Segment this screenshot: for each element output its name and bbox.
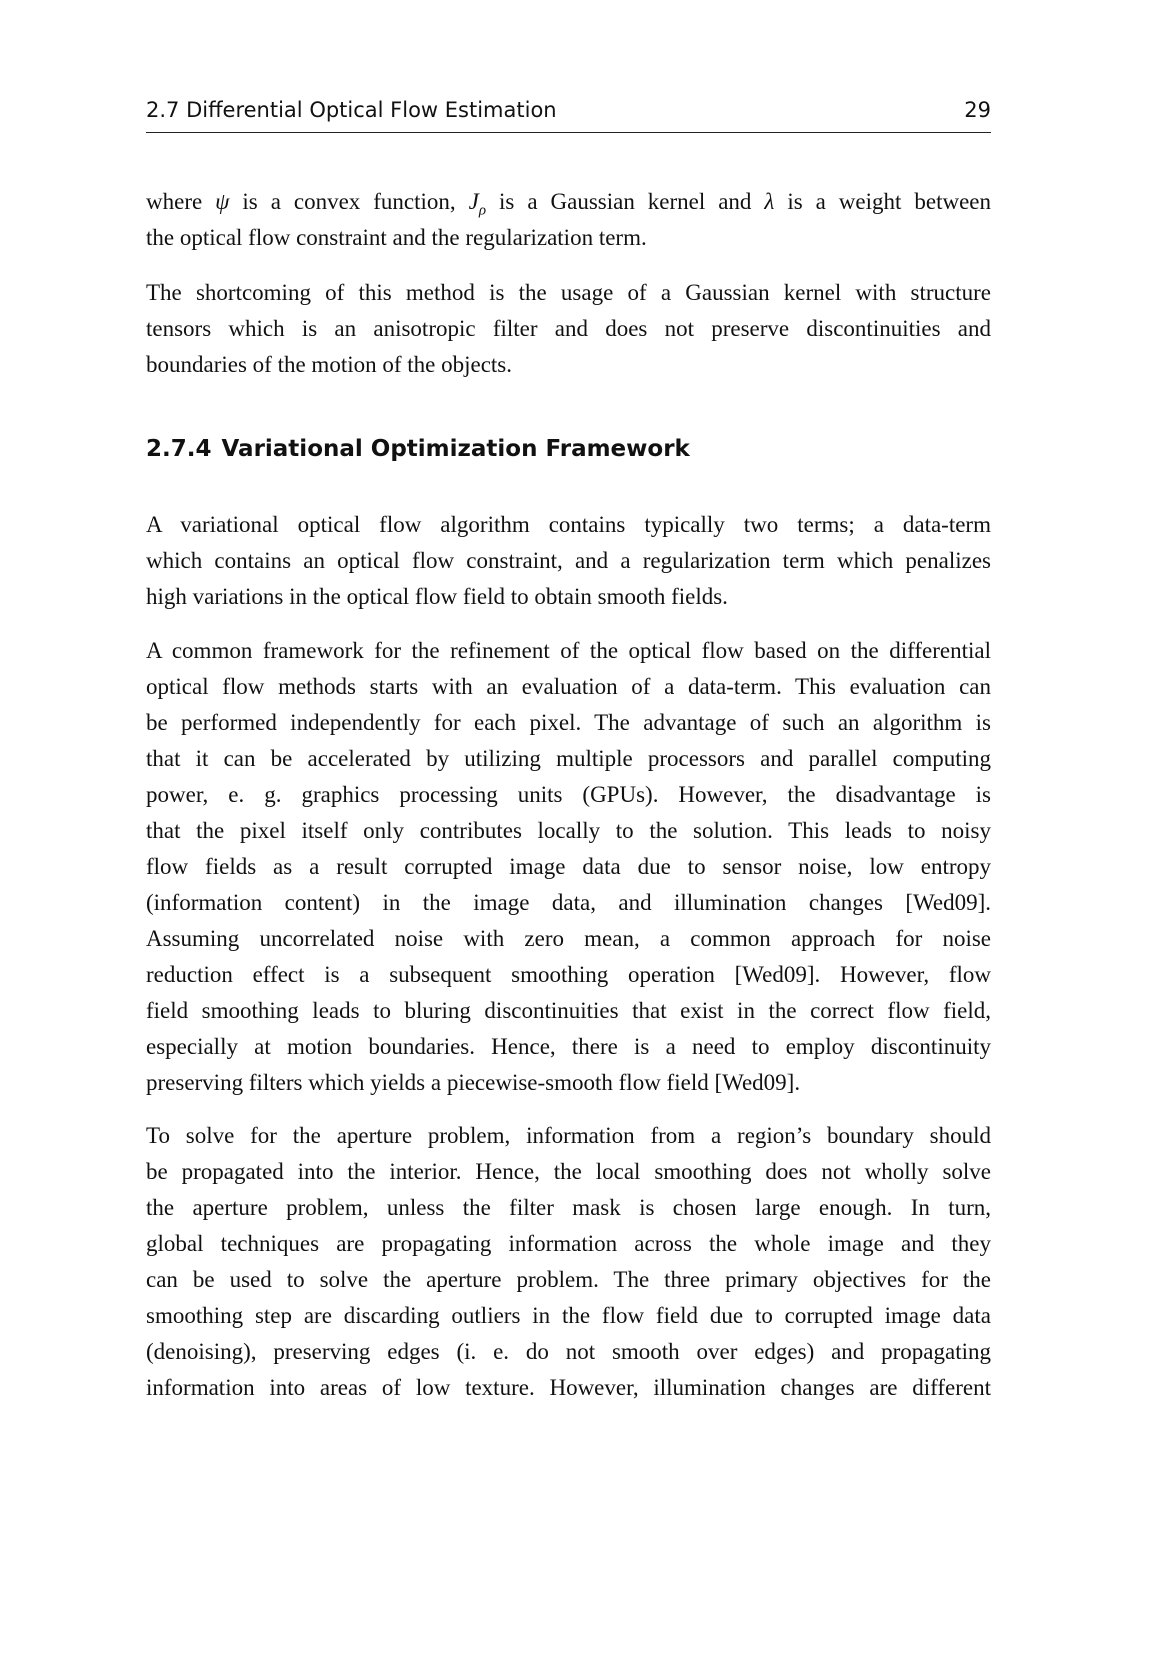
text-line: Assuming uncorrelated noise with zero mean, a common approach for noise	[146, 926, 991, 951]
text-line: especially at motion boundaries. Hence, there is a need to employ discontinuity	[146, 1034, 991, 1059]
text-line: boundaries of the motion of the objects.	[146, 352, 513, 377]
text-line: A common framework for the refinement of the optical flow based on the differential	[146, 638, 991, 663]
text-line: (denoising), preserving edges (i. e. do not smooth over edges) and propagating	[146, 1339, 991, 1364]
psi-symbol: ψ	[215, 189, 230, 214]
header-title: 2.7 Differential Optical Flow Estimation	[146, 98, 557, 122]
paragraph-4	[146, 633, 991, 1101]
text-line: smoothing step are discarding outliers in the flow field due to corrupted image data	[146, 1303, 991, 1328]
paragraph-5	[146, 1118, 991, 1406]
text-line: which contains an optical flow constraint, and a regularization term which penalizes	[146, 548, 991, 573]
text-line: that the pixel itself only contributes locally to the solution. This leads to noisy	[146, 818, 991, 843]
paragraph-3	[146, 507, 991, 615]
text-line: (information content) in the image data, and illumination changes [Wed09].	[146, 890, 991, 915]
section-heading: 2.7.4 Variational Optimization Framework	[146, 436, 690, 462]
text-line: the aperture problem, unless the filter mask is chosen large enough. In turn,	[146, 1195, 991, 1220]
text-line: the optical flow constraint and the regularization term.	[146, 225, 647, 250]
text-line: field smoothing leads to bluring discontinuities that exist in the correct flow field,	[146, 998, 991, 1023]
text-line: that it can be accelerated by utilizing multiple processors and parallel computing	[146, 746, 991, 771]
text-line: flow fields as a result corrupted image data due to sensor noise, low entropy	[146, 854, 991, 879]
paragraph-2	[146, 275, 991, 383]
text-line: To solve for the aperture problem, information from a region’s boundary should	[146, 1123, 991, 1148]
text-line: information into areas of low texture. However, illumination changes are different	[146, 1375, 991, 1400]
paragraph-1	[146, 184, 991, 256]
text-line: global techniques are propagating information across the whole image and they	[146, 1231, 991, 1256]
lambda-symbol: λ	[764, 189, 775, 214]
text-line: be performed independently for each pixel. The advantage of such an algorithm is	[146, 710, 991, 735]
text-line: reduction effect is a subsequent smoothing operation [Wed09]. However, flow	[146, 962, 991, 987]
text-line: be propagated into the interior. Hence, the local smoothing does not wholly solve	[146, 1159, 991, 1184]
text-line: preserving filters which yields a piecewise-smooth flow field [Wed09].	[146, 1070, 801, 1095]
running-header	[146, 96, 991, 133]
j-symbol: J	[468, 189, 479, 214]
text-line: power, e. g. graphics processing units (GPUs). However, the disadvantage is	[146, 782, 991, 807]
text-line: A variational optical flow algorithm contains typically two terms; a data-term	[146, 512, 991, 537]
text-line: where ψ is a convex function, $J_\rho$ is a Gaussian kernel and λ is a weight between	[146, 189, 991, 219]
text-line: The shortcoming of this method is the usage of a Gaussian kernel with structure	[146, 280, 991, 305]
text-line: can be used to solve the aperture problem. The three primary objectives for the	[146, 1267, 991, 1292]
text-line: optical flow methods starts with an evaluation of a data-term. This evaluation can	[146, 674, 991, 699]
page-number: 29	[964, 98, 991, 122]
text-line: tensors which is an anisotropic filter and does not preserve discontinuities and	[146, 316, 991, 341]
text-line: high variations in the optical flow field to obtain smooth fields.	[146, 584, 728, 609]
